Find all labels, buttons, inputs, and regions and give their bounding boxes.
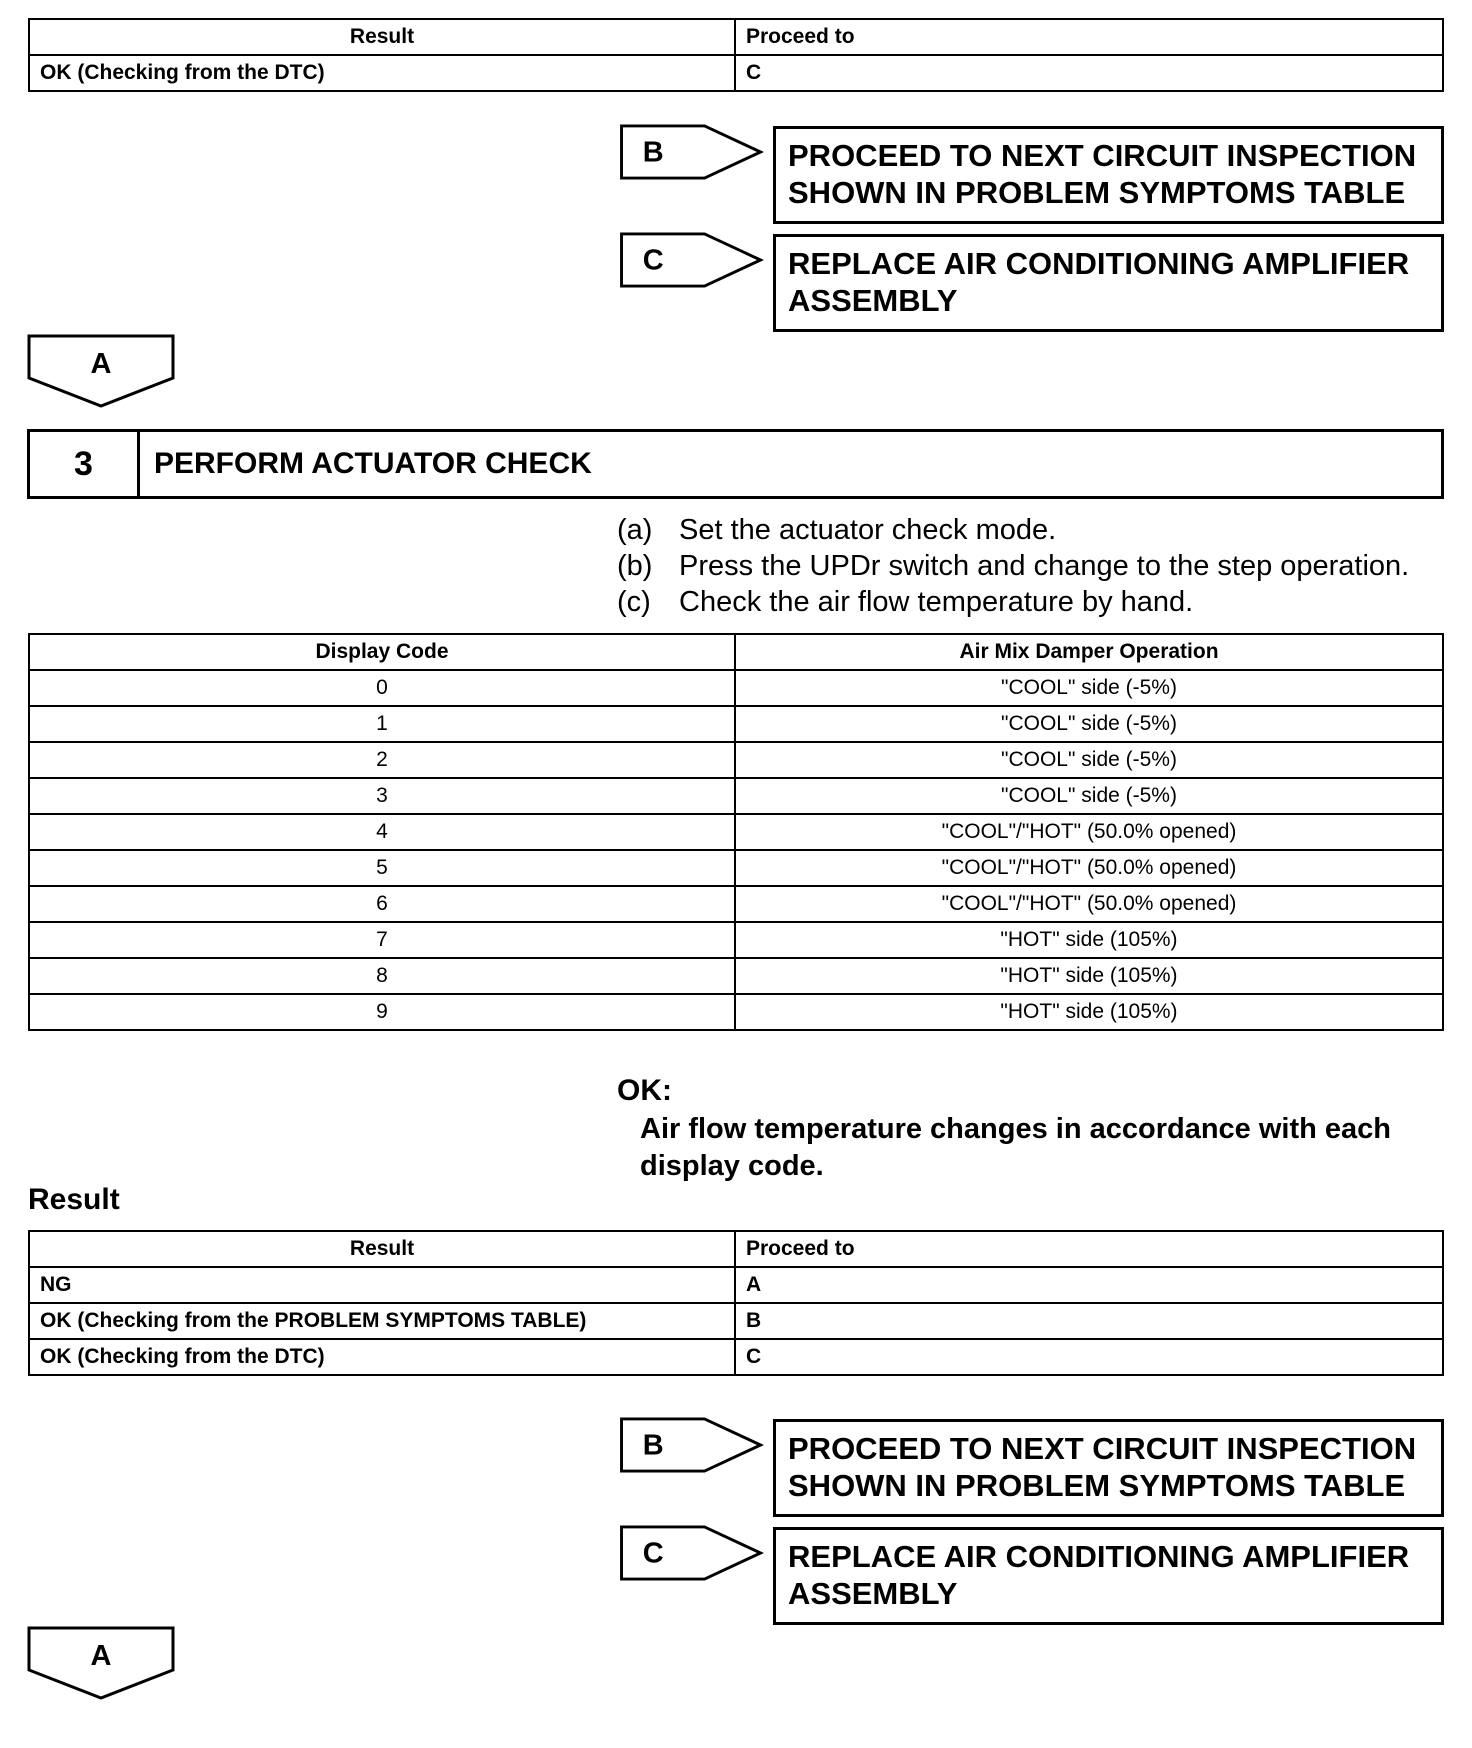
- branch-tag-b: [617, 124, 767, 180]
- branch-tag-c: [617, 232, 767, 288]
- step-title: PERFORM ACTUATOR CHECK: [154, 447, 592, 480]
- branch-letter: B: [642, 136, 664, 169]
- result-heading: Result: [28, 1183, 120, 1216]
- operation-cell: "COOL"/"HOT" (50.0% opened): [735, 814, 1443, 850]
- branch-tag-c: [617, 1525, 767, 1581]
- operation-cell: "COOL"/"HOT" (50.0% opened): [735, 850, 1443, 886]
- instruction-list: [617, 512, 1409, 620]
- branch-tag-b: [617, 1417, 767, 1473]
- operation-cell: "HOT" side (105%): [735, 922, 1443, 958]
- code-cell: 5: [29, 850, 735, 886]
- instruction-text: Press the UPDr switch and change to the step operation.: [679, 550, 1410, 582]
- bottom-result-table: [28, 1230, 1444, 1376]
- step-number: 3: [30, 432, 140, 496]
- display-code-table: [28, 633, 1444, 1031]
- table-row: [29, 1303, 1443, 1339]
- table-row: [29, 1267, 1443, 1303]
- header-air-mix-operation: Air Mix Damper Operation: [735, 634, 1443, 670]
- branch-text: REPLACE AIR CONDITIONING AMPLIFIER ASSEMBLY: [788, 246, 1410, 318]
- branch-letter: B: [642, 1429, 664, 1462]
- branch-text: PROCEED TO NEXT CIRCUIT INSPECTION SHOWN IN PROBLEM SYMPTOMS TABLE: [788, 138, 1417, 210]
- branch-letter: C: [642, 1537, 664, 1570]
- operation-cell: "HOT" side (105%): [735, 994, 1443, 1030]
- instruction-text: Check the air flow temperature by hand.: [679, 586, 1194, 618]
- down-arrow-a-top: [27, 334, 175, 408]
- code-cell: 2: [29, 742, 735, 778]
- table-header-row: [29, 634, 1443, 670]
- branch-text: PROCEED TO NEXT CIRCUIT INSPECTION SHOWN IN PROBLEM SYMPTOMS TABLE: [788, 1431, 1417, 1503]
- header-result: Result: [29, 1231, 735, 1267]
- code-cell: 4: [29, 814, 735, 850]
- proceed-cell: B: [735, 1303, 1443, 1339]
- instruction-item: [617, 512, 1409, 548]
- operation-cell: "COOL" side (-5%): [735, 742, 1443, 778]
- table-row: [29, 850, 1443, 886]
- header-display-code: Display Code: [29, 634, 735, 670]
- header-result: Result: [29, 19, 735, 55]
- code-cell: 0: [29, 670, 735, 706]
- code-cell: 3: [29, 778, 735, 814]
- code-cell: 6: [29, 886, 735, 922]
- instruction-label: (c): [617, 586, 651, 618]
- instruction-item: [617, 584, 1409, 620]
- table-row: [29, 55, 1443, 91]
- operation-cell: "COOL" side (-5%): [735, 670, 1443, 706]
- instruction-text: Set the actuator check mode.: [679, 514, 1057, 546]
- table-row: [29, 670, 1443, 706]
- branch-box-replace-amplifier: [773, 234, 1444, 332]
- arrow-label: A: [90, 348, 112, 380]
- table-header-row: [29, 1231, 1443, 1267]
- step-header: [27, 429, 1444, 499]
- table-row: [29, 886, 1443, 922]
- top-result-table: [28, 18, 1444, 92]
- code-cell: 7: [29, 922, 735, 958]
- code-cell: 8: [29, 958, 735, 994]
- proceed-cell: A: [735, 1267, 1443, 1303]
- header-proceed-to: Proceed to: [735, 19, 1443, 55]
- branch-box-next-circuit: [773, 126, 1444, 224]
- code-cell: 9: [29, 994, 735, 1030]
- branch-box-next-circuit: [773, 1419, 1444, 1517]
- result-cell: OK (Checking from the DTC): [29, 55, 735, 91]
- result-cell: OK (Checking from the PROBLEM SYMPTOMS TABLE): [29, 1303, 735, 1339]
- result-cell: OK (Checking from the DTC): [29, 1339, 735, 1375]
- arrow-label: A: [90, 1640, 112, 1672]
- instruction-item: [617, 548, 1409, 584]
- operation-cell: "HOT" side (105%): [735, 958, 1443, 994]
- table-row: [29, 778, 1443, 814]
- table-row: [29, 742, 1443, 778]
- operation-cell: "COOL" side (-5%): [735, 706, 1443, 742]
- table-row: [29, 958, 1443, 994]
- instruction-label: (b): [617, 550, 653, 582]
- proceed-cell: C: [735, 1339, 1443, 1375]
- table-row: [29, 814, 1443, 850]
- header-proceed-to: Proceed to: [735, 1231, 1443, 1267]
- ok-criteria-text: Air flow temperature changes in accordance with each display code.: [640, 1113, 1391, 1182]
- branch-text: REPLACE AIR CONDITIONING AMPLIFIER ASSEMBLY: [788, 1539, 1410, 1611]
- table-row: [29, 994, 1443, 1030]
- operation-cell: "COOL"/"HOT" (50.0% opened): [735, 886, 1443, 922]
- branch-box-replace-amplifier: [773, 1527, 1444, 1625]
- table-row: [29, 922, 1443, 958]
- table-row: [29, 706, 1443, 742]
- down-arrow-a-bottom: [27, 1626, 175, 1700]
- result-cell: NG: [29, 1267, 735, 1303]
- code-cell: 1: [29, 706, 735, 742]
- ok-label: OK:: [617, 1074, 672, 1107]
- table-row: [29, 1339, 1443, 1375]
- table-header-row: [29, 19, 1443, 55]
- instruction-label: (a): [617, 514, 653, 546]
- operation-cell: "COOL" side (-5%): [735, 778, 1443, 814]
- proceed-cell: C: [735, 55, 1443, 91]
- branch-letter: C: [642, 244, 664, 277]
